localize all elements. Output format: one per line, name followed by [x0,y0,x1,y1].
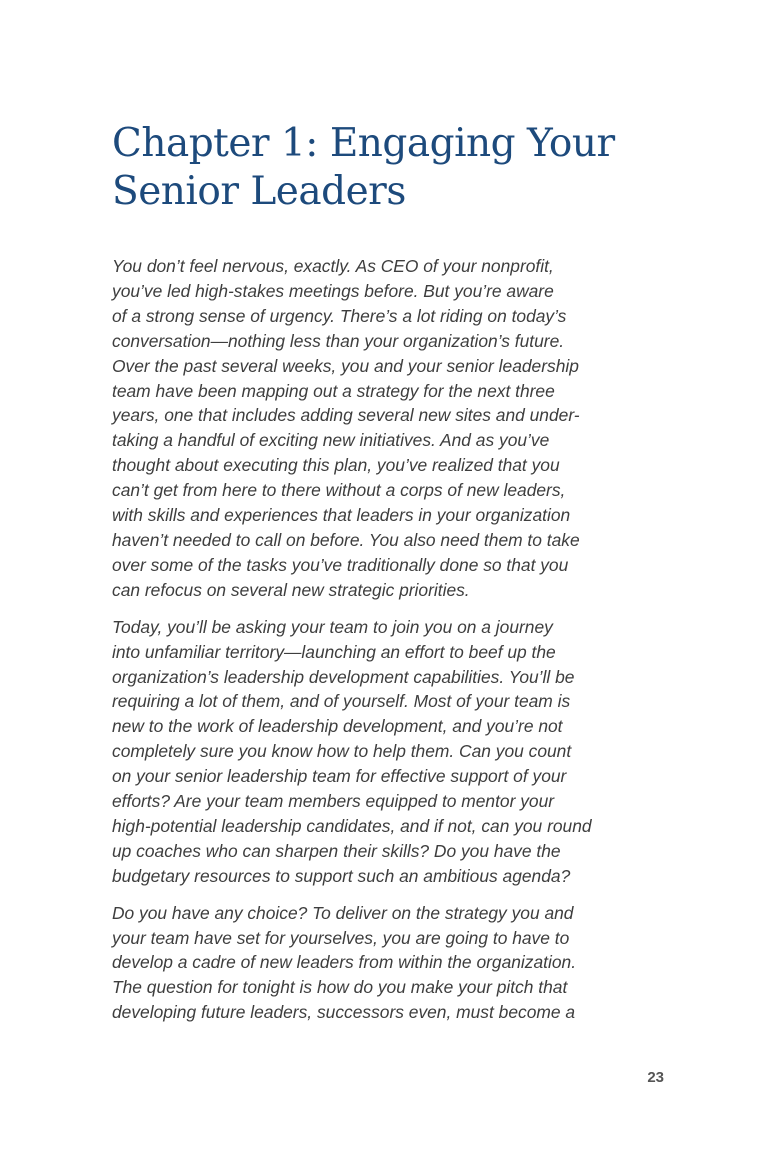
text-line: budgetary resources to support such an ambitious agenda? [112,865,571,886]
text-line: can refocus on several new strategic priorities. [112,579,470,600]
text-line: team have been mapping out a strategy for the next three [112,380,555,401]
text-line: on your senior leadership team for effective support of your [112,766,567,787]
text-line: developing future leaders, successors even, must become a [112,1002,576,1023]
chapter-title-line-1: Chapter 1: Engaging Your [112,121,615,166]
text-line: of a strong sense of urgency. There’s a lot riding on today’s [112,305,567,326]
text-line: can’t get from here to there without a corps of new leaders, [112,480,566,501]
text-line: The question for tonight is how do you make your pitch that [112,977,568,998]
chapter-title [112,120,672,216]
text-line: haven’t needed to call on before. You also need them to take [112,529,580,550]
text-line: years, one that includes adding several new sites and under- [112,405,580,426]
paragraph-3 [112,901,668,1026]
page-number: 23 [647,1069,664,1086]
text-line: organization’s leadership development capabilities. You’ll be [112,666,575,687]
text-line: high-potential leadership candidates, and if not, can you round [112,815,592,836]
text-line: with skills and experiences that leaders in your organization [112,505,571,526]
text-line: develop a cadre of new leaders from within the organization. [112,952,577,973]
paragraph-2 [112,615,668,889]
text-line: over some of the tasks you’ve traditionally done so that you [112,554,569,575]
paragraph-1 [112,254,668,603]
text-line: conversation—nothing less than your organization’s future. [112,330,565,351]
text-line: Do you have any choice? To deliver on the strategy you and [112,902,574,923]
text-line: You don’t feel nervous, exactly. As CEO of your nonprofit, [112,256,554,276]
text-line: taking a handful of exciting new initiatives. And as you’ve [112,430,550,451]
text-line: requiring a lot of them, and of yourself. Most of your team is [112,691,571,712]
text-line: into unfamiliar territory—launching an effort to beef up the [112,641,556,662]
text-line: new to the work of leadership development, and you’re not [112,716,563,737]
text-line: Over the past several weeks, you and your senior leadership [112,355,579,376]
text-line: efforts? Are your team members equipped to mentor your [112,791,555,812]
text-line: you’ve led high-stakes meetings before. But you’re aware [112,280,554,301]
chapter-body [112,254,668,1037]
text-line: Today, you’ll be asking your team to join you on a journey [112,616,553,637]
text-line: completely sure you know how to help them. Can you count [112,741,572,762]
text-line: thought about executing this plan, you’ve realized that you [112,455,560,476]
text-line: up coaches who can sharpen their skills? Do you have the [112,840,561,861]
text-line: your team have set for yourselves, you are going to have to [112,927,570,948]
chapter-title-line-2: Senior Leaders [112,169,406,214]
